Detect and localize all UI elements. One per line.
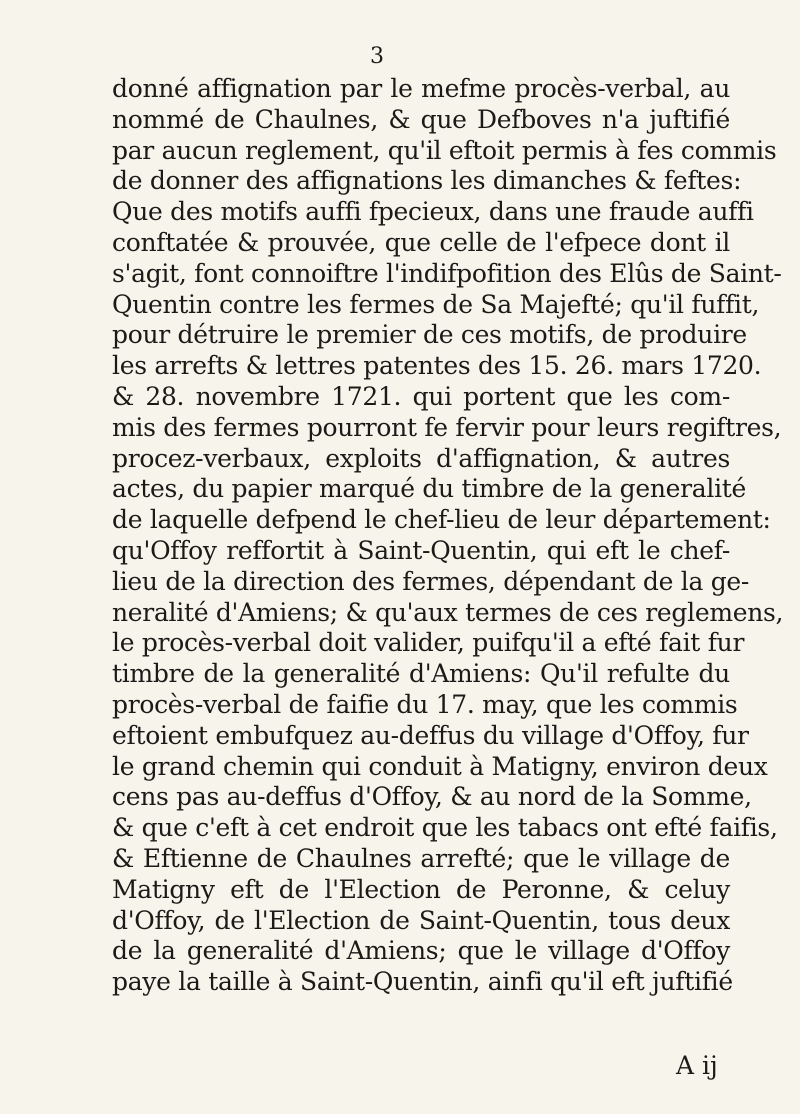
text-line: procès-verbal de faifie du 17. may, que les commis	[112, 689, 738, 719]
text-line: les arrefts & lettres patentes des 15. 26. mars 1720.	[112, 351, 762, 381]
text-line: donné affignation par le mefme procès-verbal, au	[112, 74, 730, 103]
text-line: & Eftienne de Chaulnes arrefté; que le village de	[112, 843, 730, 873]
text-line: eftoient embufquez au-deffus du village d'Offoy, fur	[112, 720, 749, 750]
page-number: 3	[370, 44, 384, 69]
text-line: & que c'eft à cet endroit que les tabacs ont efté faifis,	[112, 813, 778, 843]
text-line: actes, du papier marqué du timbre de la generalité	[112, 474, 746, 504]
text-line: timbre de la generalité d'Amiens: Qu'il refulte du	[112, 659, 730, 689]
text-line: de donner des affignations les dimanches & feftes:	[112, 166, 742, 196]
text-line: par aucun reglement, qu'il eftoit permis à fes commis	[112, 135, 777, 165]
text-line: nommé de Chaulnes, & que Defboves n'a juftifié	[112, 104, 730, 134]
text-line: de la generalité d'Amiens; que le village d'Offoy	[112, 936, 730, 966]
text-line: mis des fermes pourront fe fervir pour leurs regiftres,	[112, 412, 782, 442]
text-line: lieu de la direction des fermes, dépendant de la ge-	[112, 566, 750, 596]
text-line: Quentin contre les fermes de Sa Majefté; qu'il fuffit,	[112, 289, 760, 319]
text-line: s'agit, font connoiftre l'indifpofition des Elûs de Saint-	[112, 258, 782, 288]
signature-mark: A ij	[676, 1051, 718, 1080]
text-line: neralité d'Amiens; & qu'aux termes de ces reglemens,	[112, 597, 784, 627]
text-line: de laquelle defpend le chef-lieu de leur département:	[112, 505, 771, 535]
text-line: le procès-verbal doit valider, puifqu'il a efté fait fur	[112, 628, 745, 658]
text-line: conftatée & prouvée, que celle de l'efpece dont il	[112, 227, 730, 257]
body-text	[112, 74, 784, 998]
text-line: pour détruire le premier de ces motifs, de produire	[112, 320, 747, 350]
text-line: cens pas au-deffus d'Offoy, & au nord de la Somme,	[112, 782, 752, 812]
text-line: d'Offoy, de l'Election de Saint-Quentin, tous deux	[112, 905, 730, 935]
text-line: paye la taille à Saint-Quentin, ainfi qu'il eft juftifié	[112, 967, 733, 997]
text-line: procez-verbaux, exploits d'affignation, & autres	[112, 443, 730, 473]
text-line: Matigny eft de l'Election de Peronne, & celuy	[112, 874, 730, 904]
text-line: le grand chemin qui conduit à Matigny, environ deux	[112, 751, 768, 781]
text-line: & 28. novembre 1721. qui portent que les com-	[112, 381, 730, 411]
text-line: Que des motifs auffi fpecieux, dans une fraude auffi	[112, 197, 754, 227]
text-line: qu'Offoy reffortit à Saint-Quentin, qui eft le chef-	[112, 535, 730, 565]
